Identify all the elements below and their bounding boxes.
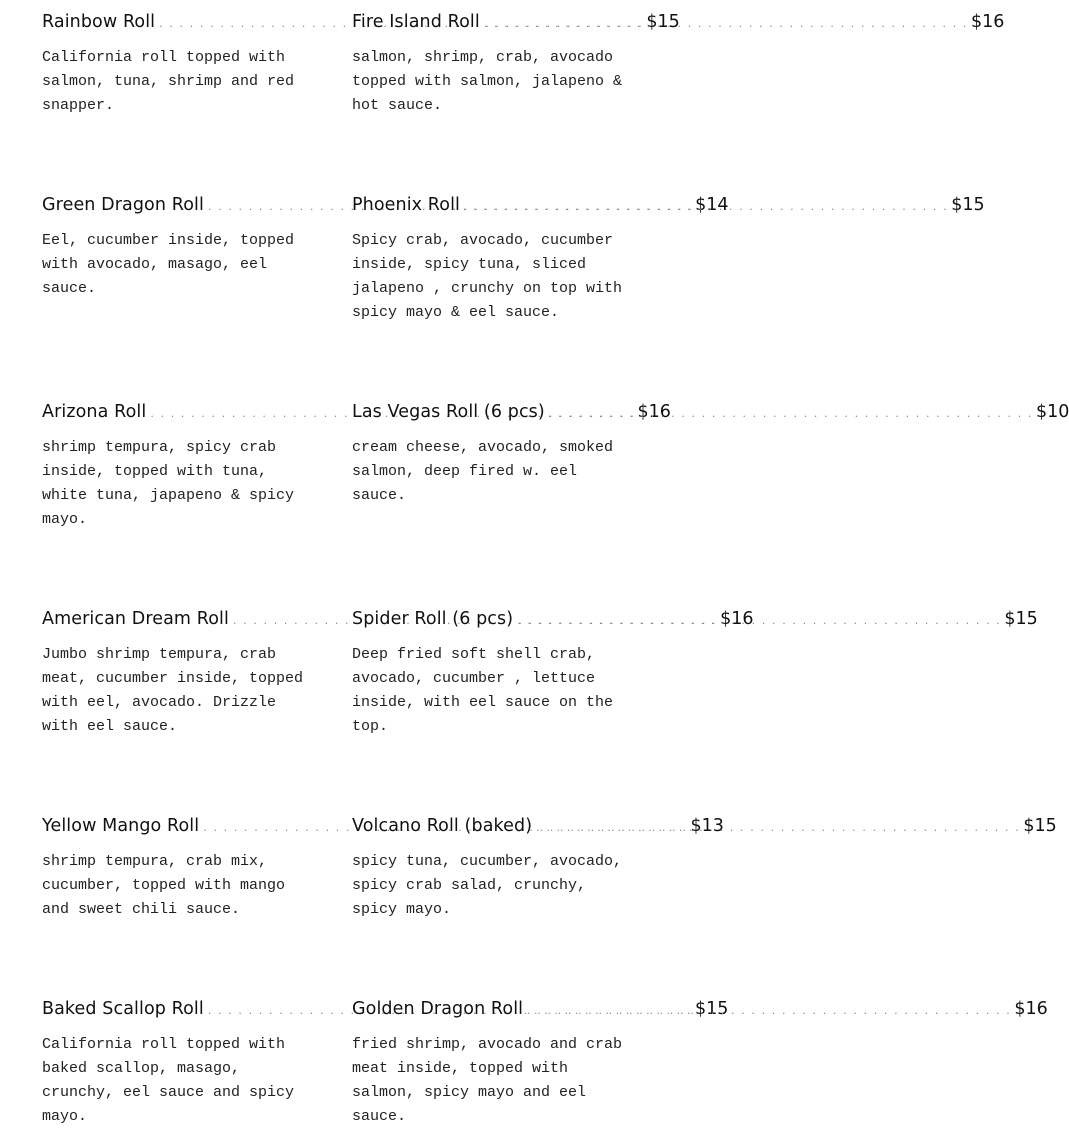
menu-item-price: $15	[1004, 609, 1038, 629]
menu-item-price: $16	[971, 12, 1005, 32]
menu-item-name: Phoenix Roll	[352, 195, 460, 215]
menu-item-description: salmon, shrimp, crab, avocado topped with salmon, jalapeno & hot sauce.	[352, 49, 623, 114]
menu-item-description: California roll topped with baked scallop, masago, crunchy, eel sauce and spicy mayo.	[42, 1036, 295, 1125]
dot-leader	[484, 17, 968, 30]
menu-item-description: spicy tuna, cucumber, avocado, spicy crab salad, crunchy, spicy mayo.	[352, 853, 623, 918]
menu-item-name: Golden Dragon Roll	[352, 999, 524, 1019]
menu-item-price: $16	[637, 402, 671, 422]
dot-leader	[464, 200, 948, 213]
menu-item-name: Arizona Roll	[42, 402, 147, 422]
menu-item-price: $13	[690, 816, 724, 836]
menu-item-description: Deep fried soft shell crab, avocado, cucumber , lettuce inside, with eel sauce on the top.	[352, 646, 614, 735]
menu-item-name: Green Dragon Roll	[42, 195, 204, 215]
dot-leader	[517, 614, 1001, 627]
menu-item-price: $15	[695, 999, 729, 1019]
menu-item-name: Fire Island Roll	[352, 12, 480, 32]
menu-item-price: $15	[1023, 816, 1057, 836]
dot-leader	[536, 821, 1020, 834]
menu-item-description: shrimp tempura, spicy crab inside, topped with tuna, white tuna, japapeno & spicy mayo.	[42, 439, 295, 528]
menu-item-price: $16	[1014, 999, 1048, 1019]
menu-item-name: Yellow Mango Roll	[42, 816, 200, 836]
dot-leader	[549, 407, 1033, 420]
menu-item-name: American Dream Roll	[42, 609, 229, 629]
menu-item-description: Spicy crab, avocado, cucumber inside, spicy tuna, sliced jalapeno , crunchy on top with spicy mayo & eel sauce.	[352, 232, 623, 321]
dot-leader	[527, 1004, 1011, 1017]
menu-item-name: Rainbow Roll	[42, 12, 156, 32]
menu-item-price: $14	[695, 195, 729, 215]
menu-item-name: Baked Scallop Roll	[42, 999, 204, 1019]
menu-item-price: $10	[1036, 402, 1069, 422]
menu-item-description: shrimp tempura, crab mix, cucumber, topped with mango and sweet chili sauce.	[42, 853, 286, 918]
menu-item-price: $16	[720, 609, 754, 629]
menu-item-price: $15	[951, 195, 985, 215]
menu-item-description: cream cheese, avocado, smoked salmon, deep fired w. eel sauce.	[352, 439, 614, 504]
menu-item-description: Eel, cucumber inside, topped with avocado, masago, eel sauce.	[42, 232, 295, 297]
menu-item-name: Volcano Roll (baked)	[352, 816, 533, 836]
menu-item-description: fried shrimp, avocado and crab meat inside, topped with salmon, spicy mayo and eel sauce.	[352, 1036, 623, 1125]
menu-item-name: Las Vegas Roll (6 pcs)	[352, 402, 545, 422]
menu-item-description: Jumbo shrimp tempura, crab meat, cucumber inside, topped with eel, avocado. Drizzle with eel sauce.	[42, 646, 304, 735]
menu-item-name: Spider Roll (6 pcs)	[352, 609, 514, 629]
menu-item-description: California roll topped with salmon, tuna, shrimp and red snapper.	[42, 49, 295, 114]
menu-item-price: $15	[646, 12, 680, 32]
